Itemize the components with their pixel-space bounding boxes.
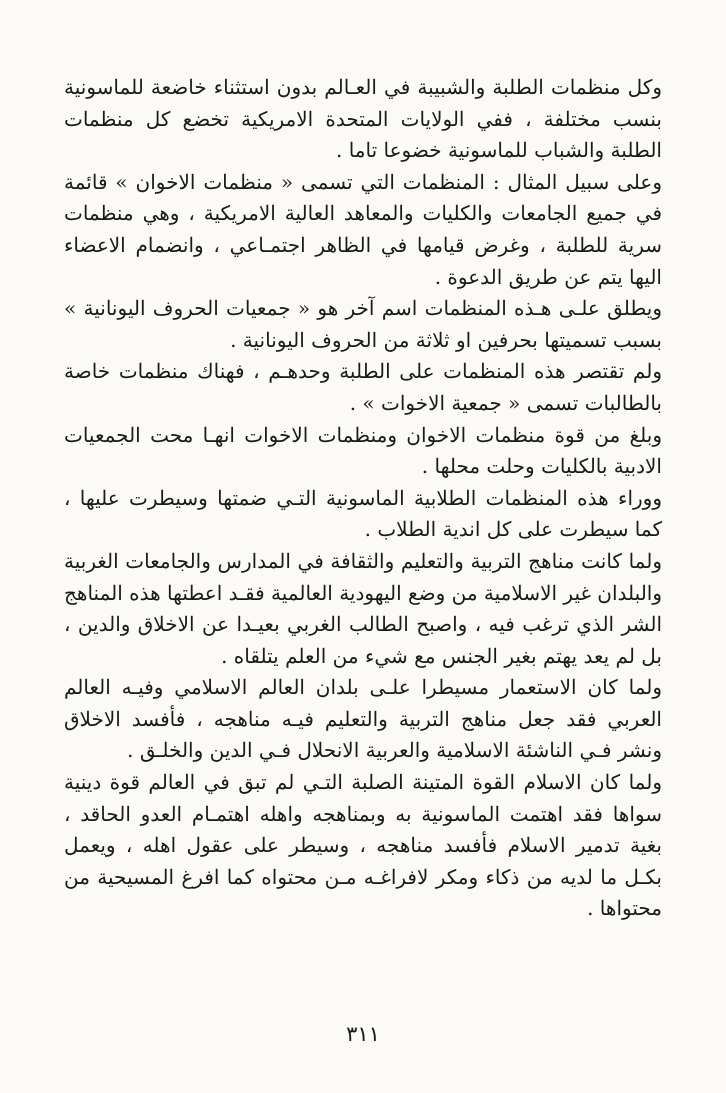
paragraph: ولما كان الاستعمار مسيطرا علـى بلدان العالم الاسلامي وفيـه العالم العربي فقد جعل مناهج التربية والتعليم فيـه مناهجه ، فأفسد الاخلاق ونشر فـي الناشئة الاسلامية والعربية الانحلال فـي الدين والخلـق . [64, 675, 662, 763]
paragraph: ولم تقتصر هذه المنظمات على الطلبة وحدهـم ، فهناك منظمات خاصة بالطالبات تسمى « جمعية الاخوات » . [64, 359, 662, 415]
paragraph: وعلى سبيل المثال : المنظمات التي تسمى « منظمات الاخوان » قائمة في جميع الجامعات والكليات والمعاهد العالية الامريكية ، وهي منظمات سرية للطلبة ، وغرض قيامها في الظاهر اجتمـاعي ، وانضمام الاعضاء اليها يتم عن طريق الدعوة . [64, 169, 662, 289]
paragraph: ووراء هذه المنظمات الطلابية الماسونية التـي ضمتها وسيطرت عليها ، كما سيطرت على كل اندية الطلاب . [64, 485, 662, 542]
paragraph: ولما كانت مناهج التربية والتعليم والثقافة في المدارس والجامعات الغربية والبلدان غير الاسلامية من وضع اليهودية العالمية فقـد اعطتها هذه المناهج الشر الذي ترغب فيه ، واصبح الطالب الغربي بعيـدا عن الاخلاق والدين ، بل لم يعد يهتم بغير الجنس مع شيء من العلم يتلقاه . [64, 548, 662, 668]
body-text [64, 72, 662, 925]
paragraph: وبلغ من قوة منظمات الاخوان ومنظمات الاخوات انهـا محت الجمعيات الادبية بالكليات وحلت محلها . [64, 422, 662, 479]
paragraph: ويطلق علـى هـذه المنظمات اسم آخر هو « جمعيات الحروف اليونانية » بسبب تسميتها بحرفين او ثلاثة من الحروف اليونانية . [64, 296, 662, 352]
paragraph: ولما كان الاسلام القوة المتينة الصلبة التـي لم تبق في العالم قوة دينية سواها فقد اهتمت الماسونية به وبمناهجه واهله اهتمـام العدو الحاقد ، بغية تدمير الاسلام فأفسد مناهجه ، وسيطر على عقول اهله ، ويعمل بكـل ما لديه من ذكاء ومكر لافراغـه مـن محتواه كما افرغ المسيحية من محتواها . [64, 770, 662, 921]
page-number: ٣١١ [346, 1022, 380, 1046]
paragraph: وكل منظمات الطلبة والشبيبة في العـالم بدون استثناء خاضعة للماسونية بنسب مختلفة ، ففي الولايات المتحدة الامريكية تخضع كل منظمات الطلبة والشباب للماسونية خضوعا تاما . [64, 75, 662, 163]
